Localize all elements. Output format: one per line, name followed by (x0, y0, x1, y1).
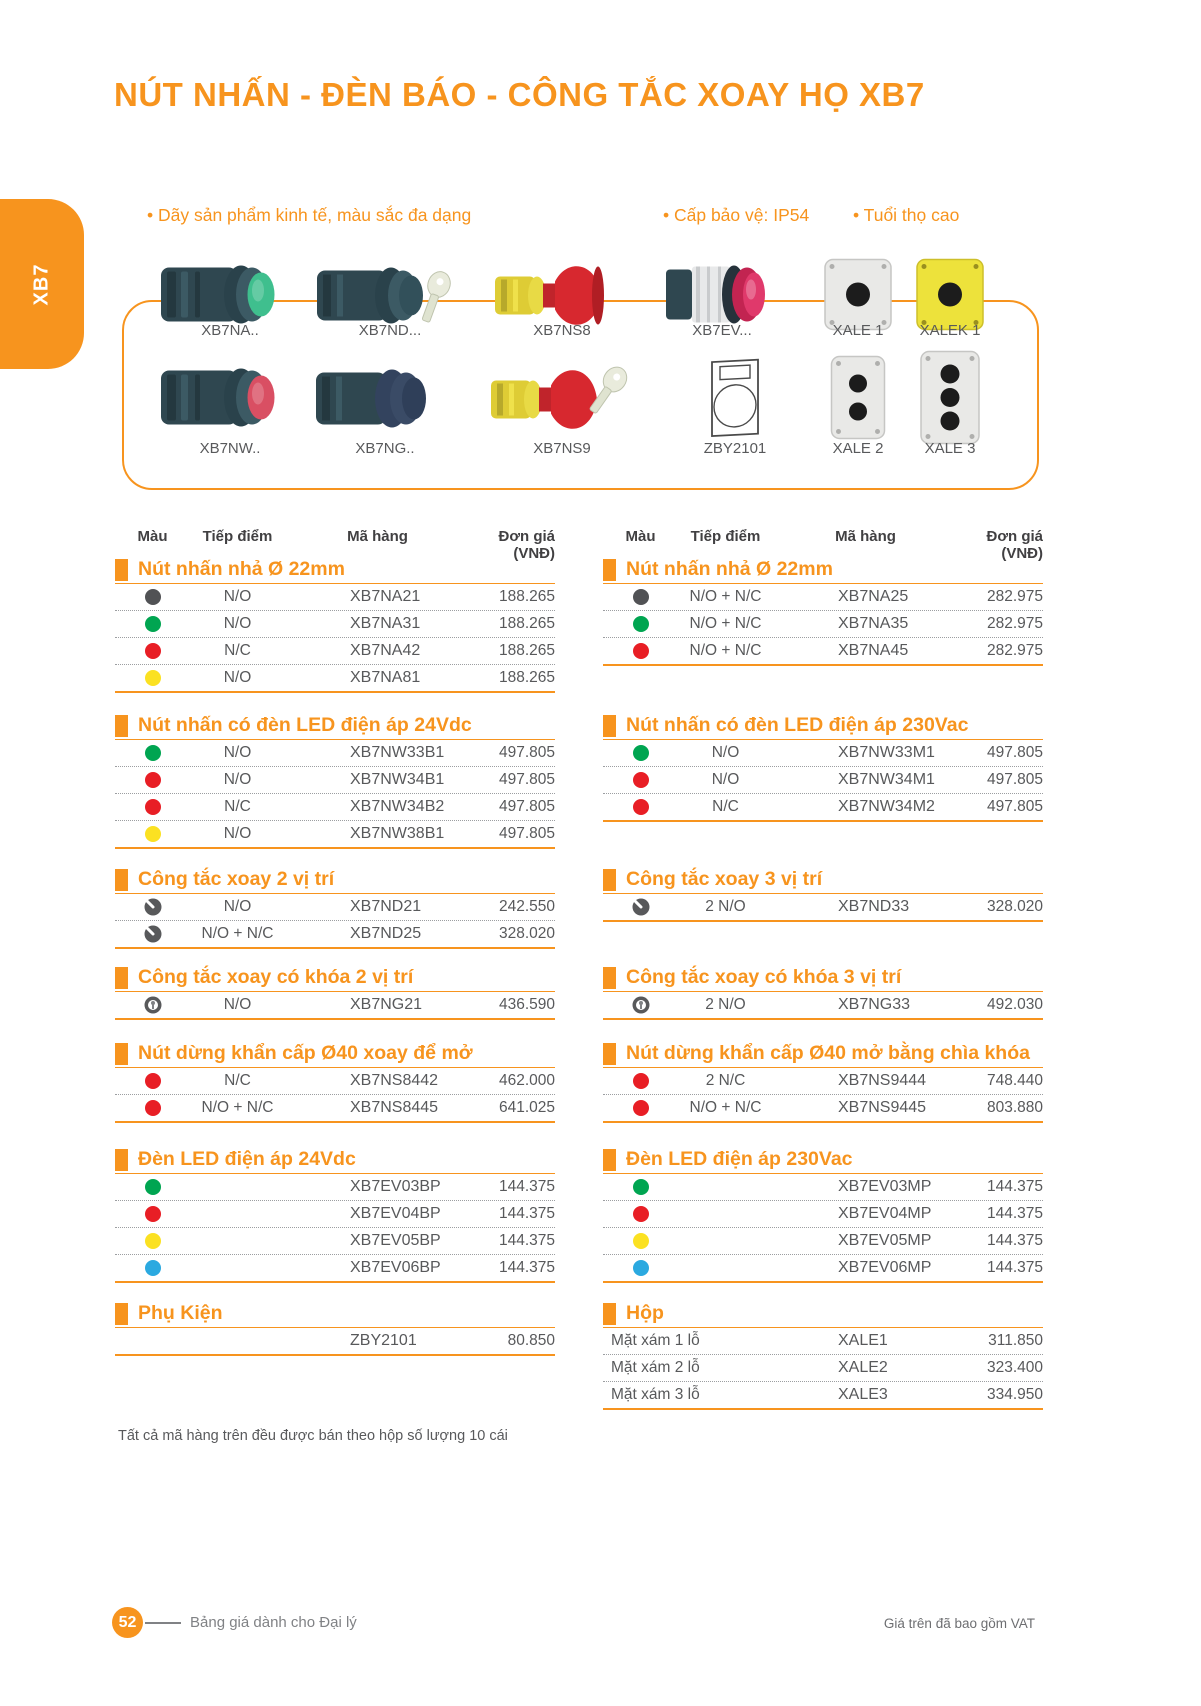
section-title: Công tắc xoay 2 vị trí (138, 868, 335, 890)
price-section (115, 964, 555, 1020)
contact-value: N/C (224, 642, 251, 659)
part-number: XB7NA45 (838, 642, 909, 659)
part-number: XB7NA81 (350, 669, 421, 686)
price-value: 803.880 (986, 1099, 1043, 1116)
color-dot-icon (145, 1260, 161, 1276)
side-tab-xb7 (0, 199, 84, 369)
part-number: XB7EV04BP (350, 1205, 441, 1222)
price-value: 334.950 (986, 1386, 1043, 1403)
section-bullet (603, 559, 616, 581)
price-value: 188.265 (498, 588, 555, 605)
price-value: 497.805 (986, 771, 1043, 788)
part-number: XB7NG21 (350, 996, 423, 1013)
color-dot-icon (633, 589, 649, 605)
table-row (603, 1174, 1043, 1200)
price-value: 323.400 (986, 1359, 1043, 1376)
color-dot-icon (145, 643, 161, 659)
price-value: 492.030 (986, 996, 1043, 1013)
part-number: XB7EV05MP (838, 1232, 932, 1249)
table-row (603, 610, 1043, 637)
product-label: XB7NA.. (201, 322, 259, 339)
color-dot-icon (145, 670, 161, 686)
price-value: 144.375 (498, 1232, 555, 1249)
product-image-legend-plate (704, 355, 766, 446)
table-row (603, 1254, 1043, 1281)
section-title-row (603, 712, 1043, 740)
product-label: XB7EV... (692, 322, 752, 339)
product-label: XB7NG.. (355, 440, 415, 457)
contact-value: N/O (223, 771, 252, 788)
price-section (115, 1300, 555, 1356)
part-number: XB7NA35 (838, 615, 909, 632)
price-value: 188.265 (498, 669, 555, 686)
contact-value: N/O (223, 669, 252, 686)
section-bullet (603, 1043, 616, 1065)
rotary-knob-icon (632, 898, 650, 916)
table-row (603, 740, 1043, 766)
section-title-row (115, 556, 555, 584)
header-mau: Màu (625, 528, 656, 545)
price-value: 144.375 (986, 1205, 1043, 1222)
part-number: XB7EV06BP (350, 1259, 441, 1276)
part-number: XALE2 (838, 1359, 888, 1376)
part-number: XB7EV03MP (838, 1178, 932, 1195)
price-value: 80.850 (507, 1332, 555, 1349)
price-value: 436.590 (498, 996, 555, 1013)
header-tiep-diem: Tiếp điểm (202, 528, 273, 545)
table-row (603, 637, 1043, 664)
price-value: 641.025 (498, 1099, 555, 1116)
section-title: Nút nhấn có đèn LED điện áp 24Vdc (138, 714, 472, 736)
table-row (115, 1328, 555, 1354)
section-title-row (115, 866, 555, 894)
section-title: Nút nhấn nhả Ø 22mm (626, 558, 833, 580)
contact-value: N/O (711, 744, 740, 761)
part-number: XB7NA31 (350, 615, 421, 632)
contact-value: 2 N/O (705, 996, 746, 1013)
row-label: Mặt xám 3 lỗ (611, 1386, 700, 1403)
price-value: 144.375 (498, 1259, 555, 1276)
part-number: XB7NA42 (350, 642, 421, 659)
section-title-row (603, 964, 1043, 992)
price-value: 242.550 (498, 898, 555, 915)
price-value: 748.440 (986, 1072, 1043, 1089)
color-dot-icon (633, 1073, 649, 1089)
color-dot-icon (145, 1233, 161, 1249)
section-title-row (115, 712, 555, 740)
price-value: 144.375 (986, 1259, 1043, 1276)
color-dot-icon (145, 1206, 161, 1222)
contact-value: N/O (223, 825, 252, 842)
color-dot-icon (633, 1206, 649, 1222)
header-ma-hang: Mã hàng (347, 528, 408, 545)
table-row (603, 793, 1043, 820)
section-bullet (603, 1303, 616, 1325)
section-title-row (603, 556, 1043, 584)
section-title: Nút nhấn có đèn LED điện áp 230Vac (626, 714, 969, 736)
product-label: XALEK 1 (919, 322, 981, 339)
part-number: XB7EV04MP (838, 1205, 932, 1222)
part-number: XB7ND25 (350, 925, 422, 942)
price-value: 144.375 (498, 1178, 555, 1195)
section-title: Công tắc xoay 3 vị trí (626, 868, 823, 890)
color-dot-icon (633, 1179, 649, 1195)
color-dot-icon (145, 772, 161, 788)
part-number: XB7NW33B1 (350, 744, 445, 761)
table-row (115, 793, 555, 820)
part-number: XB7NS8445 (350, 1099, 439, 1116)
table-row (115, 992, 555, 1018)
section-bullet (603, 869, 616, 891)
table-row (603, 1354, 1043, 1381)
section-bullet (603, 715, 616, 737)
section-title: Nút dừng khẩn cấp Ø40 xoay để mở (138, 1042, 473, 1064)
section-title-row (603, 1300, 1043, 1328)
part-number: XALE3 (838, 1386, 888, 1403)
color-dot-icon (633, 643, 649, 659)
contact-value: N/C (712, 798, 739, 815)
row-label: Mặt xám 1 lỗ (611, 1332, 700, 1349)
price-section (603, 866, 1043, 922)
part-number: XB7NW34B2 (350, 798, 445, 815)
table-row (115, 1227, 555, 1254)
section-title-row (603, 1146, 1043, 1174)
section-title-row (115, 1300, 555, 1328)
part-number: XB7NW38B1 (350, 825, 445, 842)
price-section (603, 1040, 1043, 1123)
price-section (603, 964, 1043, 1020)
contact-value: N/O + N/C (689, 615, 762, 632)
feature-bullet-economy: • Dãy sản phẩm kinh tế, màu sắc đa dạng (147, 205, 472, 225)
contact-value: N/O + N/C (689, 588, 762, 605)
color-dot-icon (145, 1073, 161, 1089)
color-dot-icon (633, 1233, 649, 1249)
table-row (603, 1381, 1043, 1408)
contact-value: N/O + N/C (201, 1099, 274, 1116)
section-bullet (115, 1303, 128, 1325)
section-title: Công tắc xoay có khóa 2 vị trí (138, 966, 414, 988)
price-section (603, 1300, 1043, 1410)
part-number: XB7NS9444 (838, 1072, 927, 1089)
color-dot-icon (633, 772, 649, 788)
table-row (603, 992, 1043, 1018)
footer-right-text: Giá trên đã bao gồm VAT (883, 1616, 1035, 1631)
price-value: 497.805 (498, 744, 555, 761)
product-label: XALE 2 (832, 440, 884, 457)
part-number: ZBY2101 (350, 1332, 417, 1349)
price-value: 328.020 (986, 898, 1043, 915)
price-value: 188.265 (498, 615, 555, 632)
table-row (603, 1094, 1043, 1121)
section-bullet (115, 967, 128, 989)
rotary-knob-icon (144, 925, 162, 943)
part-number: XB7NS9445 (838, 1099, 927, 1116)
price-value: 144.375 (498, 1205, 555, 1222)
price-value: 282.975 (986, 588, 1043, 605)
price-value: 462.000 (498, 1072, 555, 1089)
price-value: 282.975 (986, 642, 1043, 659)
price-value: 144.375 (986, 1178, 1043, 1195)
header-tiep-diem: Tiếp điểm (690, 528, 761, 545)
section-title: Hộp (626, 1302, 664, 1324)
table-row (115, 766, 555, 793)
contact-value: 2 N/C (705, 1072, 746, 1089)
section-bullet (115, 715, 128, 737)
part-number: XB7EV05BP (350, 1232, 441, 1249)
table-row (115, 1254, 555, 1281)
color-dot-icon (633, 1260, 649, 1276)
table-row (603, 1200, 1043, 1227)
part-number: XB7EV06MP (838, 1259, 932, 1276)
part-number: XB7NG33 (838, 996, 911, 1013)
price-value: 311.850 (988, 1332, 1043, 1349)
contact-value: N/C (224, 798, 251, 815)
product-label: XB7ND... (358, 322, 422, 339)
contact-value: N/O (223, 744, 252, 761)
page-number-badge: 52 (112, 1607, 143, 1638)
price-value: 282.975 (986, 615, 1043, 632)
section-bullet (115, 869, 128, 891)
price-value: 497.805 (986, 744, 1043, 761)
part-number: XB7NS8442 (350, 1072, 439, 1089)
header-don-gia: Đơn giá (VNĐ) (498, 528, 555, 562)
part-number: XB7NW34M1 (838, 771, 935, 788)
price-value: 497.805 (498, 771, 555, 788)
section-title: Phụ Kiện (138, 1302, 223, 1324)
table-row (603, 1068, 1043, 1094)
contact-value: N/O (223, 996, 252, 1013)
color-dot-icon (145, 589, 161, 605)
color-dot-icon (633, 799, 649, 815)
table-row (603, 766, 1043, 793)
header-mau: Màu (137, 528, 168, 545)
price-value: 497.805 (498, 798, 555, 815)
price-value: 497.805 (986, 798, 1043, 815)
key-lock-icon (144, 996, 162, 1014)
table-row (115, 637, 555, 664)
contact-value: N/O (223, 898, 252, 915)
table-row (115, 610, 555, 637)
product-label: XB7NW.. (199, 440, 261, 457)
footer-left-text: Bảng giá dành cho Đại lý (190, 1614, 357, 1631)
product-label: ZBY2101 (703, 440, 767, 457)
price-value: 144.375 (986, 1232, 1043, 1249)
section-bullet (115, 559, 128, 581)
section-title: Công tắc xoay có khóa 3 vị trí (626, 966, 902, 988)
color-dot-icon (145, 1179, 161, 1195)
section-title: Đèn LED điện áp 24Vdc (138, 1148, 356, 1170)
product-image-box-gray-2 (831, 356, 886, 445)
product-image-box-gray-3 (920, 351, 980, 450)
key-lock-icon (632, 996, 650, 1014)
product-image-pushbutton-red (155, 355, 305, 446)
part-number: XB7NA21 (350, 588, 421, 605)
part-number: XB7ND33 (838, 898, 910, 915)
section-title-row (603, 866, 1043, 894)
table-row (115, 1174, 555, 1200)
section-bullet (603, 1149, 616, 1171)
product-label: XB7NS9 (533, 440, 591, 457)
color-dot-icon (145, 1100, 161, 1116)
price-section (115, 556, 555, 693)
product-image-mushroom-key (483, 352, 641, 449)
product-label: XALE 3 (924, 440, 976, 457)
price-section (115, 866, 555, 949)
rotary-knob-icon (144, 898, 162, 916)
color-dot-icon (145, 799, 161, 815)
contact-value: N/O (223, 615, 252, 632)
contact-value: N/O (711, 771, 740, 788)
table-row (115, 740, 555, 766)
header-don-gia: Đơn giá (VNĐ) (986, 528, 1043, 562)
part-number: XB7EV03BP (350, 1178, 441, 1195)
feature-bullet-lifespan: • Tuổi thọ cao (853, 205, 960, 225)
contact-value: 2 N/O (705, 898, 746, 915)
header-ma-hang: Mã hàng (835, 528, 896, 545)
color-dot-icon (633, 616, 649, 632)
section-title-row (115, 964, 555, 992)
contact-value: N/O + N/C (689, 1099, 762, 1116)
product-image-rotary-dark (310, 355, 460, 446)
color-dot-icon (633, 1100, 649, 1116)
feature-bullet-ip54: • Cấp bảo vệ: IP54 (663, 205, 810, 225)
part-number: XB7NW33M1 (838, 744, 935, 761)
section-title-row (115, 1146, 555, 1174)
table-row (115, 1200, 555, 1227)
contact-value: N/O + N/C (689, 642, 762, 659)
table-row (115, 1094, 555, 1121)
table-row (603, 894, 1043, 920)
table-row (603, 584, 1043, 610)
color-dot-icon (145, 826, 161, 842)
table-row (603, 1328, 1043, 1354)
table-row (115, 894, 555, 920)
row-label: Mặt xám 2 lỗ (611, 1359, 700, 1376)
side-tab-label: XB7 (30, 263, 53, 305)
contact-value: N/O (223, 588, 252, 605)
table-row (115, 664, 555, 691)
table-row (115, 920, 555, 947)
price-section (115, 712, 555, 849)
page-title: NÚT NHẤN - ĐÈN BÁO - CÔNG TẮC XOAY HỌ XB7 (114, 76, 925, 113)
price-section (603, 556, 1043, 666)
product-label: XB7NS8 (533, 322, 591, 339)
part-number: XB7NW34B1 (350, 771, 445, 788)
price-value: 497.805 (498, 825, 555, 842)
section-title: Nút dừng khẩn cấp Ø40 mở bằng chìa khóa (626, 1042, 1030, 1064)
contact-value: N/C (224, 1072, 251, 1089)
section-bullet (115, 1149, 128, 1171)
price-value: 188.265 (498, 642, 555, 659)
color-dot-icon (145, 745, 161, 761)
part-number: XB7NW34M2 (838, 798, 935, 815)
section-bullet (115, 1043, 128, 1065)
table-row (603, 1227, 1043, 1254)
part-number: XB7ND21 (350, 898, 422, 915)
product-label: XALE 1 (832, 322, 884, 339)
section-title: Nút nhấn nhả Ø 22mm (138, 558, 345, 580)
table-row (115, 1068, 555, 1094)
part-number: XALE1 (838, 1332, 888, 1349)
color-dot-icon (633, 745, 649, 761)
table-row (115, 820, 555, 847)
table-row (115, 584, 555, 610)
price-section (603, 712, 1043, 822)
part-number: XB7NA25 (838, 588, 909, 605)
section-title-row (115, 1040, 555, 1068)
section-title-row (603, 1040, 1043, 1068)
color-dot-icon (145, 616, 161, 632)
section-title: Đèn LED điện áp 230Vac (626, 1148, 853, 1170)
note-text: Tất cả mã hàng trên đều được bán theo hộp số lượng 10 cái (118, 1428, 508, 1444)
price-section (115, 1146, 555, 1283)
contact-value: N/O + N/C (201, 925, 274, 942)
section-bullet (603, 967, 616, 989)
price-section (115, 1040, 555, 1123)
price-value: 328.020 (498, 925, 555, 942)
price-section (603, 1146, 1043, 1283)
